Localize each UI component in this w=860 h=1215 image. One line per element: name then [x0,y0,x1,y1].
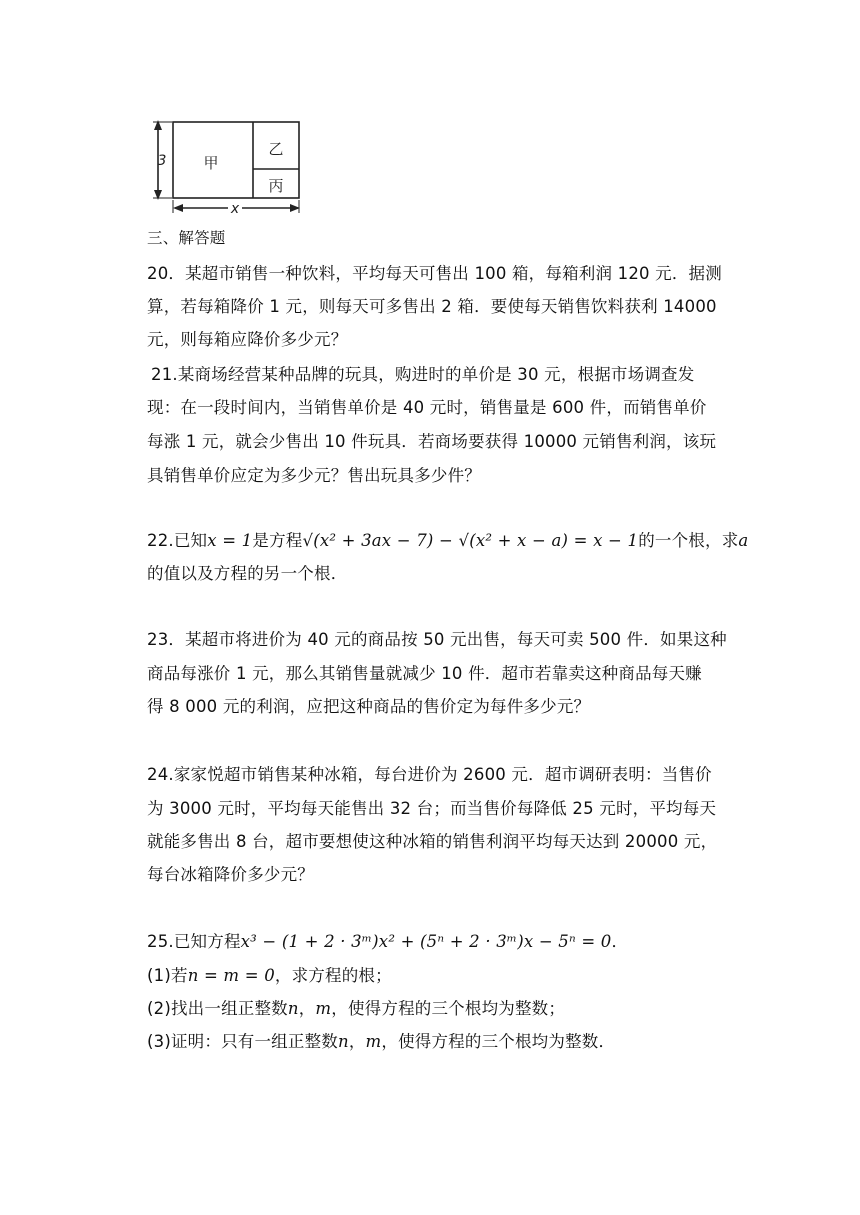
question-23-line-1: 23．某超市将进价为 40 元的商品按 50 元出售，每天可卖 500 件．如果这种 [147,630,727,649]
height-label: 3 [157,153,167,169]
question-25-part-3 [147,1028,615,1052]
question-25-line-1 [147,928,628,952]
region-a-label: 甲 [203,154,219,172]
question-25-part-1 [147,962,392,986]
question-20-line-1: 20．某超市销售一种饮料，平均每天可售出 100 箱，每箱利润 120 元．据测 [147,264,722,283]
part-1-tail: ，求方程的根； [274,966,392,985]
question-22-equation: √(x² + 3ax − 7) − √(x² + x − a) = x − 1 [302,531,639,550]
question-22-prefix: 22.已知 [147,531,208,550]
question-25-part-2 [147,995,565,1019]
part-2-var-m: m [315,999,332,1018]
question-20-line-3: 元，则每箱应降价多少元？ [147,330,348,349]
part-2-sep: ， [298,999,316,1018]
part-3-sep: ， [348,1032,366,1051]
part-3-var-m: m [365,1032,382,1051]
question-24-line-1: 24.家家悦超市销售某种冰箱，每台进价为 2600 元．超市调研表明：当售价 [147,765,712,784]
question-23-line-3: 得 8 000 元的利润，应把这种商品的售价定为每件多少元？ [147,697,591,716]
width-label: x [230,201,240,217]
question-25-equation: x³ − (1 + 2 · 3ᵐ)x² + (5ⁿ + 2 · 3ᵐ)x − 5ⁿ = 0 [240,932,612,951]
part-3-var-n: n [337,1032,349,1051]
region-c-label: 丙 [268,177,284,195]
question-21-line-1: 21.某商场经营某种品牌的玩具，购进时的单价是 30 元，根据市场调查发 [151,365,695,384]
question-22-line-1 [147,527,748,551]
question-22-condition: x = 1 [207,531,253,550]
part-3-lead: (3)证明：只有一组正整数 [147,1032,338,1051]
question-24-line-4: 每台冰箱降价多少元？ [147,865,314,884]
part-2-tail: ，使得方程的三个根均为整数； [331,999,566,1018]
part-1-math: n = m = 0 [187,966,275,985]
question-21-line-4: 具销售单价应定为多少元？售出玩具多少件？ [147,466,481,485]
section-title: 三、解答题 [147,229,226,247]
question-22-mid: 是方程 [252,531,303,550]
question-23-line-2: 商品每涨价 1 元，那么其销售量就减少 10 件．超市若靠卖这种商品每天赚 [147,664,702,683]
part-2-lead: (2)找出一组正整数 [147,999,288,1018]
question-25-prefix: 25.已知方程 [147,932,241,951]
question-24-line-2: 为 3000 元时，平均每天能售出 32 台；而当售价每降低 25 元时，平均每天 [147,799,717,818]
part-1-lead: (1)若 [147,966,188,985]
rectangle-figure [148,116,308,218]
question-22-variable: a [738,531,749,550]
region-b-label: 乙 [268,140,284,158]
part-2-var-n: n [287,999,299,1018]
question-22-suffix: 的一个根，求 [638,531,739,550]
question-22-line-2: 的值以及方程的另一个根． [147,564,348,583]
question-21-line-3: 每涨 1 元，就会少售出 10 件玩具．若商场要获得 10000 元销售利润，该玩 [147,432,717,451]
question-21-line-2: 现：在一段时间内，当销售单价是 40 元时，销售量是 600 件，而销售单价 [147,398,707,417]
question-25-end: ． [611,932,629,951]
question-24-line-3: 就能多售出 8 台，超市要想使这种冰箱的销售利润平均每天达到 20000 元， [147,832,718,851]
part-3-tail: ，使得方程的三个根均为整数． [381,1032,616,1051]
question-20-line-2: 算，若每箱降价 1 元，则每天可多售出 2 箱．要使每天销售饮料获利 14000 [147,297,717,316]
